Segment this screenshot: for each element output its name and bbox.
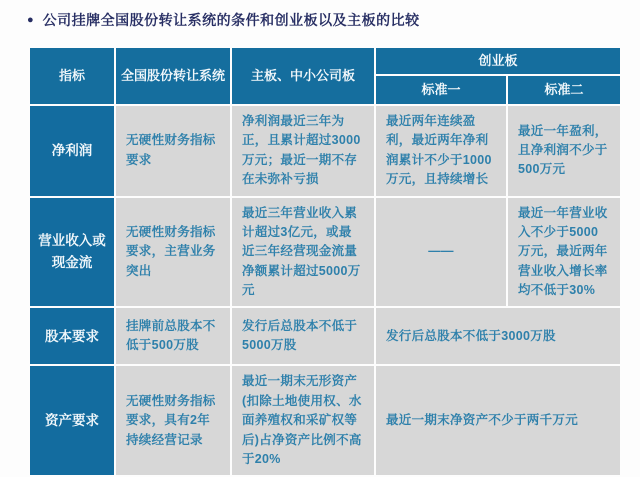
page-title: 公司挂牌全国股份转让系统的条件和创业板以及主板的比较 [42, 12, 420, 28]
cell-revenue-std2: 最近一年营业收入不少于5000万元，最近两年营业收入增长率均不低于30% [508, 198, 620, 307]
cell-asset-gem: 最近一期末净资产不少于两千万元 [376, 366, 620, 475]
cell-revenue-nats: 无硬性财务指标要求，主营业务突出 [116, 198, 230, 307]
article-title-row [27, 10, 420, 30]
cell-revenue-std1-dash: —— [376, 198, 506, 307]
bullet-icon: ● [27, 13, 34, 26]
cell-net-profit-std2: 最近一年盈利，且净利润不少于500万元 [508, 106, 620, 196]
comparison-table [28, 46, 622, 477]
cell-net-profit-mainboard: 净利润最近三年为正，且累计超过3000万元；最近一期不存在未弥补亏损 [232, 106, 374, 196]
table-row-net-profit [30, 106, 620, 196]
cell-share-capital-mainboard: 发行后总股本不低于5000万股 [232, 308, 374, 364]
cell-revenue-mainboard: 最近三年营业收入累计超过3亿元，或最近三年经营现金流量净额累计超过5000万元 [232, 198, 374, 307]
cell-asset-mainboard: 最近一期末无形资产(扣除土地使用权、水面养殖权和采矿权等后)占净资产比例不高于20% [232, 366, 374, 475]
cell-share-capital-nats: 挂牌前总股本不低于500万股 [116, 308, 230, 364]
row-header-asset-requirement: 资产要求 [30, 366, 114, 475]
table-row-revenue-cashflow [30, 198, 620, 307]
column-header-gem-standard-2: 标准二 [508, 76, 620, 104]
row-header-revenue-cashflow: 营业收入或现金流 [30, 198, 114, 307]
table-row-asset-requirement [30, 366, 620, 475]
column-header-mainboard: 主板、中小公司板 [232, 48, 374, 104]
cell-net-profit-nats: 无硬性财务指标要求 [116, 106, 230, 196]
cell-net-profit-std1: 最近两年连续盈利，最近两年净利润累计不少于1000万元，且持续增长 [376, 106, 506, 196]
column-header-gem: 创业板 [376, 48, 620, 74]
row-header-net-profit: 净利润 [30, 106, 114, 196]
column-header-gem-standard-1: 标准一 [376, 76, 506, 104]
column-header-indicator: 指标 [30, 48, 114, 104]
cell-asset-nats: 无硬性财务指标要求，具有2年持续经营记录 [116, 366, 230, 475]
table-row-share-capital [30, 308, 620, 364]
column-header-nats: 全国股份转让系统 [116, 48, 230, 104]
row-header-share-capital: 股本要求 [30, 308, 114, 364]
cell-share-capital-gem: 发行后总股本不低于3000万股 [376, 308, 620, 364]
